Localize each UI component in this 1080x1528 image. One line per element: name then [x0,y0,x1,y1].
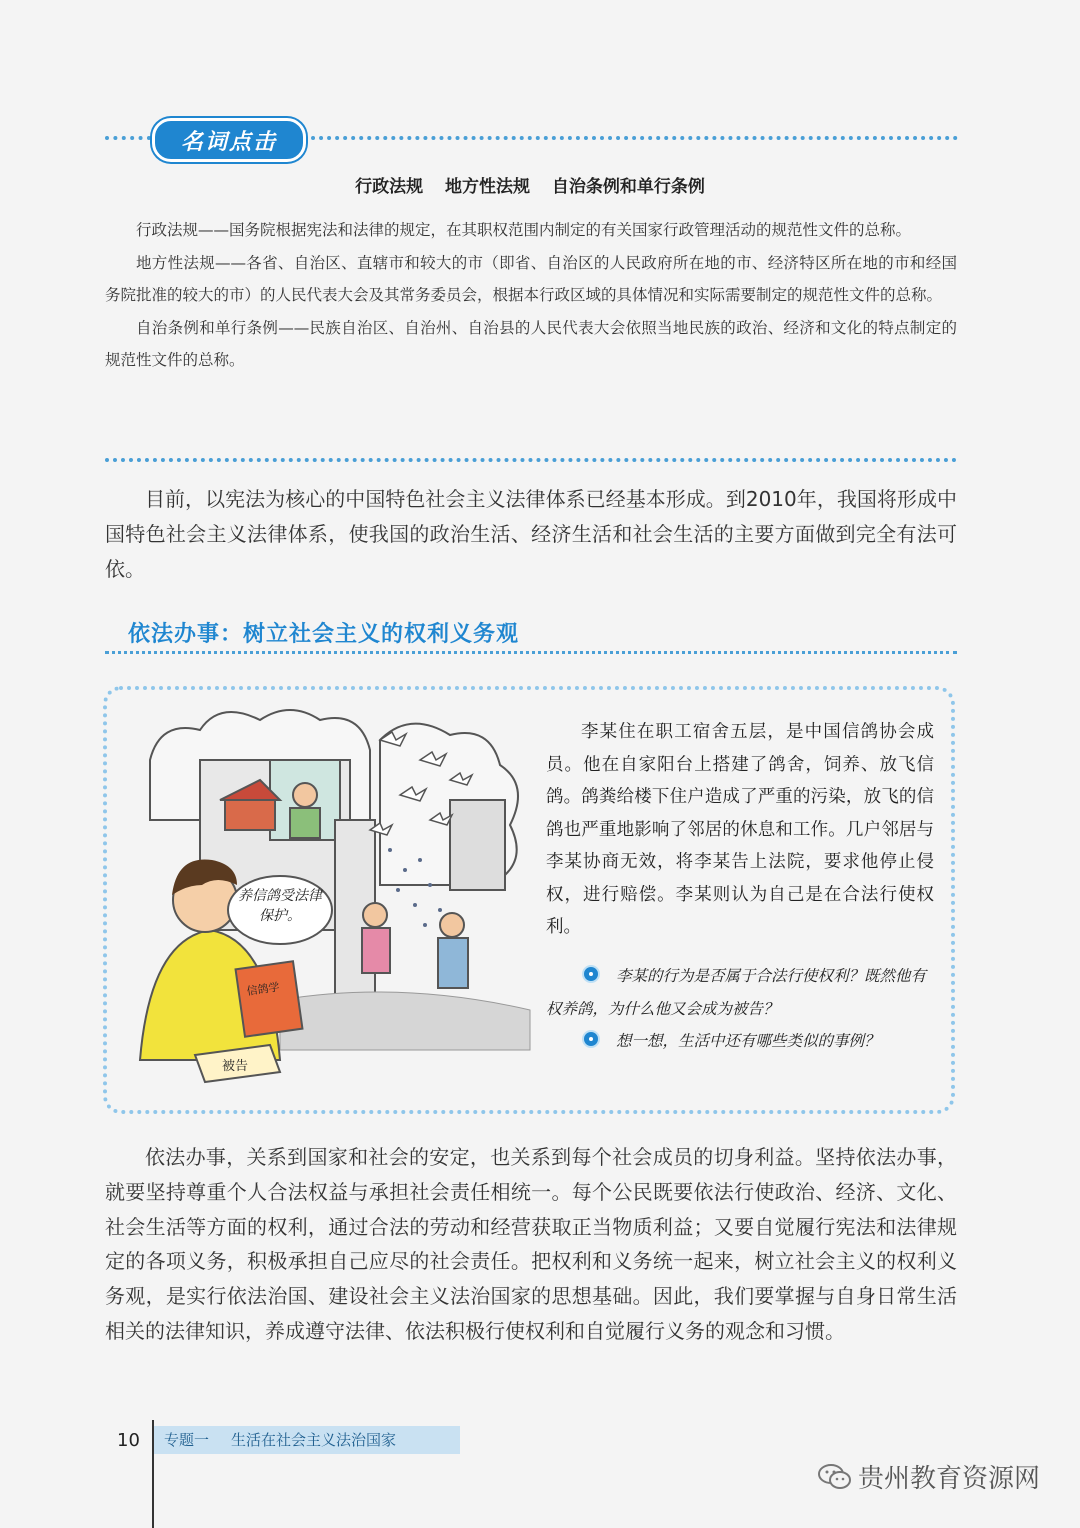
glossary-terms [105,172,955,197]
elder-body [438,938,468,988]
bullet-icon [582,1030,600,1048]
ground [280,992,530,1050]
neighbor-body [290,808,320,838]
glossary-term: 行政法规 [355,177,424,197]
case-story-paragraph: 李某住在职工宿舍五层，是中国信鸽协会成员。他在自家阳台上搭建了鸽舍，饲养、放飞信鸽。鸽粪给楼下住户造成了严重的污染，放飞的信鸽也严重地影响了邻居的休息和工作。几户邻居与李某协商无效，将李某告上法院，要求他停止侵权，进行赔偿。李某则认为自己是在合法行使权利。 [546,722,934,937]
question-item [546,1025,936,1058]
pigeon-house [225,800,275,830]
watermark-text: 贵州教育资源网 [858,1464,1041,1494]
intro-text [105,482,957,586]
section-dotline [105,651,957,654]
case-questions [546,960,936,1058]
question-text: 李某的行为是否属于合法行使权利？既然他有权养鸽，为什么他又会成为被告？ [546,967,927,1018]
case-illustration [130,700,540,1090]
bullet-icon [582,965,600,983]
glossary-definitions [105,214,957,377]
intro-paragraph: 目前，以宪法为核心的中国特色社会主义法律体系已经基本形成。到2010年，我国将形成中国特色社会主义法律体系，使我国的政治生活、经济生活和社会生活的主要方面做到完全有法可依。 [105,487,957,581]
glossary-term: 自治条例和单行条例 [551,177,705,197]
book-label: 信鸽学 [245,980,281,998]
small-building [450,800,505,890]
glossary-term: 地方性法规 [445,177,530,197]
definition-paragraph: 地方性法规——各省、自治区、直辖市和较大的市（即省、自治区的人民政府所在地的市、经济特区所在地的市和经国务院批准的较大的市）的人民代表大会及其常务委员会，根据本行政区域的具体情况和实际需要制定的规范性文件的总称。 [105,253,957,304]
main-text [105,1140,957,1349]
glossary-bottom-dotline [105,458,957,462]
question-item [546,960,936,1025]
question-text: 想一想，生活中还有哪些类似的事例？ [616,1032,880,1050]
topic-title: 生活在社会主义法治国家 [231,1431,397,1449]
glossary-top-dotline-right [303,136,958,140]
definition-paragraph: 自治条例和单行条例——民族自治区、自治州、自治县的人民代表大会依照当地民族的政治、经济和文化的特点制定的规范性文件的总称。 [105,318,957,369]
neighbor-head [293,783,317,807]
elder-head [440,913,464,937]
footer-band [154,1426,460,1454]
sign-label: 被告 [222,1059,249,1074]
topic-label: 专题一 [164,1431,210,1449]
law-book [236,961,303,1036]
page-number: 10 [117,1430,140,1451]
main-paragraph: 依法办事，关系到国家和社会的安定，也关系到每个社会成员的切身利益。坚持依法办事，就要坚持尊重个人合法权益与承担社会责任相统一。每个公民既要依法行使政治、经济、文化、社会生活等方面的权利，通过合法的劳动和经营获取正当物质利益；又要自觉履行宪法和法律规定的各项义务，积极承担自己应尽的社会责任。把权利和义务统一起来，树立社会主义的权利义务观，是实行依法治国、建设社会主义法治国家的思想基础。因此，我们要掌握与自身日常生活相关的法律知识，养成遵守法律、依法积极行使权利和自觉履行义务的观念和习惯。 [105,1145,957,1343]
section-heading: 依法办事：树立社会主义的权利义务观 [128,622,520,647]
glossary-badge: 名词点击 [152,118,306,162]
watermark [818,1458,1040,1495]
glossary-top-dotline [105,136,151,140]
elder-body [362,928,390,973]
elder-head [363,903,387,927]
speech-bubble-text: 养信鸽受法律保护。 [238,888,322,924]
case-story [546,716,934,944]
definition-paragraph: 行政法规——国务院根据宪法和法律的规定，在其职权范围内制定的有关国家行政管理活动的规范性文件的总称。 [136,221,912,239]
wechat-icon [818,1463,852,1491]
